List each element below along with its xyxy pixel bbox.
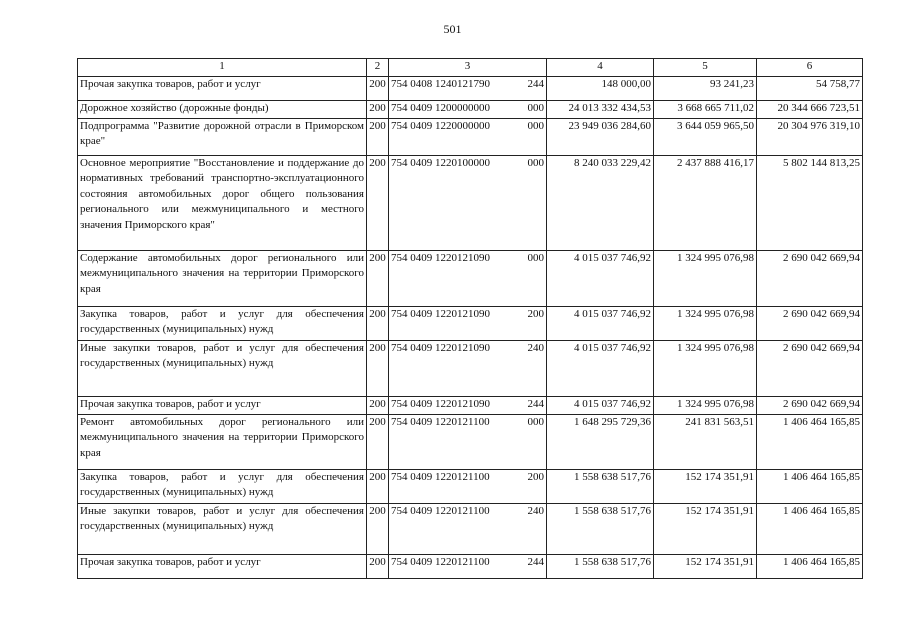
row-classifier-code: 754 0409 1220121090 [391,341,490,354]
row-value-col5: 3 668 665 711,02 [654,100,757,118]
row-code: 200 [367,554,389,578]
row-code: 200 [367,469,389,503]
row-value-col5: 2 437 888 416,17 [654,155,757,250]
row-value-col4: 1 558 638 517,76 [547,469,654,503]
row-expense-type: 200 [527,470,544,483]
row-code: 200 [367,340,389,396]
row-classifier-code: 754 0409 1220121100 [391,415,490,428]
row-value-col5: 1 324 995 076,98 [654,340,757,396]
row-value-col4: 1 558 638 517,76 [547,554,654,578]
row-classifier-code: 754 0409 1220121100 [391,555,490,568]
row-classification [389,414,547,469]
row-value-col4: 1 648 295 729,36 [547,414,654,469]
row-name: Иные закупки товаров, работ и услуг для обеспечения государственных (муниципальных) нужд [78,340,367,396]
row-name: Ремонт автомобильных дорог регионального или межмуниципального значения на территории Приморского края [78,414,367,469]
row-value-col5: 152 174 351,91 [654,503,757,554]
row-value-col6: 1 406 464 165,85 [757,469,863,503]
table-row [78,76,863,100]
row-code: 200 [367,118,389,155]
row-value-col5: 3 644 059 965,50 [654,118,757,155]
row-value-col6: 20 304 976 319,10 [757,118,863,155]
table-row [78,306,863,340]
row-classifier-code: 754 0408 1240121790 [391,77,490,90]
row-code: 200 [367,414,389,469]
row-classification [389,100,547,118]
page-number: 501 [443,22,462,36]
table-row [78,340,863,396]
header-col-1: 1 [78,59,367,77]
row-name: Прочая закупка товаров, работ и услуг [78,396,367,414]
row-name: Закупка товаров, работ и услуг для обеспечения государственных (муниципальных) нужд [78,469,367,503]
row-classification [389,469,547,503]
row-name: Подпрограмма "Развитие дорожной отрасли в Приморском крае" [78,118,367,155]
row-name: Основное мероприятие "Восстановление и поддержание до нормативных требований транспортно-эксплуатационного состояния автомобильных дорог общего пользования регионального или межмуниципального и местного значения Приморского края" [78,155,367,250]
row-name: Закупка товаров, работ и услуг для обеспечения государственных (муниципальных) нужд [78,306,367,340]
row-value-col6: 54 758,77 [757,76,863,100]
row-value-col4: 8 240 033 229,42 [547,155,654,250]
row-value-col5: 1 324 995 076,98 [654,396,757,414]
row-value-col6: 1 406 464 165,85 [757,503,863,554]
row-value-col6: 1 406 464 165,85 [757,414,863,469]
header-col-4: 4 [547,59,654,77]
row-name: Содержание автомобильных дорог регионального или межмуниципального значения на территории Приморского края [78,250,367,306]
table-row [78,100,863,118]
row-expense-type: 244 [527,555,544,568]
row-value-col4: 4 015 037 746,92 [547,340,654,396]
row-value-col4: 24 013 332 434,53 [547,100,654,118]
row-classifier-code: 754 0409 1220121090 [391,251,490,264]
table-row [78,503,863,554]
row-classifier-code: 754 0409 1220121100 [391,504,490,517]
row-value-col4: 4 015 037 746,92 [547,250,654,306]
table-row [78,155,863,250]
row-value-col5: 152 174 351,91 [654,554,757,578]
row-name: Дорожное хозяйство (дорожные фонды) [78,100,367,118]
row-code: 200 [367,76,389,100]
header-col-3: 3 [389,59,547,77]
row-value-col4: 1 558 638 517,76 [547,503,654,554]
table-row [78,469,863,503]
row-classifier-code: 754 0409 1220000000 [391,119,490,132]
table-row [78,396,863,414]
row-classification [389,340,547,396]
row-classification [389,503,547,554]
row-expense-type: 000 [527,119,544,132]
row-code: 200 [367,306,389,340]
row-value-col6: 2 690 042 669,94 [757,396,863,414]
row-code: 200 [367,155,389,250]
header-row [78,59,863,77]
row-code: 200 [367,396,389,414]
row-code: 200 [367,503,389,554]
row-value-col6: 5 802 144 813,25 [757,155,863,250]
row-code: 200 [367,100,389,118]
row-value-col5: 1 324 995 076,98 [654,306,757,340]
budget-table [77,58,863,579]
row-classification [389,554,547,578]
row-classification [389,118,547,155]
row-expense-type: 000 [527,415,544,428]
row-value-col5: 152 174 351,91 [654,469,757,503]
row-classification [389,155,547,250]
header-col-2: 2 [367,59,389,77]
row-classification [389,250,547,306]
row-value-col4: 148 000,00 [547,76,654,100]
row-value-col5: 241 831 563,51 [654,414,757,469]
row-value-col6: 2 690 042 669,94 [757,340,863,396]
row-code: 200 [367,250,389,306]
table-row [78,250,863,306]
row-classification [389,306,547,340]
row-value-col4: 4 015 037 746,92 [547,306,654,340]
table-row [78,118,863,155]
table-row [78,414,863,469]
row-classifier-code: 754 0409 1220121090 [391,307,490,320]
header-col-6: 6 [757,59,863,77]
row-classification [389,76,547,100]
row-value-col5: 1 324 995 076,98 [654,250,757,306]
row-value-col4: 4 015 037 746,92 [547,396,654,414]
row-value-col4: 23 949 036 284,60 [547,118,654,155]
row-classification [389,396,547,414]
row-value-col6: 2 690 042 669,94 [757,306,863,340]
row-classifier-code: 754 0409 1220121090 [391,397,490,410]
row-value-col6: 20 344 666 723,51 [757,100,863,118]
row-classifier-code: 754 0409 1200000000 [391,101,490,114]
row-expense-type: 000 [527,251,544,264]
row-name: Прочая закупка товаров, работ и услуг [78,76,367,100]
row-name: Иные закупки товаров, работ и услуг для обеспечения государственных (муниципальных) нужд [78,503,367,554]
row-expense-type: 000 [527,156,544,169]
row-expense-type: 244 [527,397,544,410]
row-expense-type: 000 [527,101,544,114]
header-col-5: 5 [654,59,757,77]
row-classifier-code: 754 0409 1220100000 [391,156,490,169]
row-classifier-code: 754 0409 1220121100 [391,470,490,483]
row-value-col6: 2 690 042 669,94 [757,250,863,306]
row-expense-type: 240 [527,504,544,517]
row-value-col6: 1 406 464 165,85 [757,554,863,578]
table-row [78,554,863,578]
row-expense-type: 200 [527,307,544,320]
row-name: Прочая закупка товаров, работ и услуг [78,554,367,578]
row-expense-type: 240 [527,341,544,354]
row-value-col5: 93 241,23 [654,76,757,100]
row-expense-type: 244 [527,77,544,90]
